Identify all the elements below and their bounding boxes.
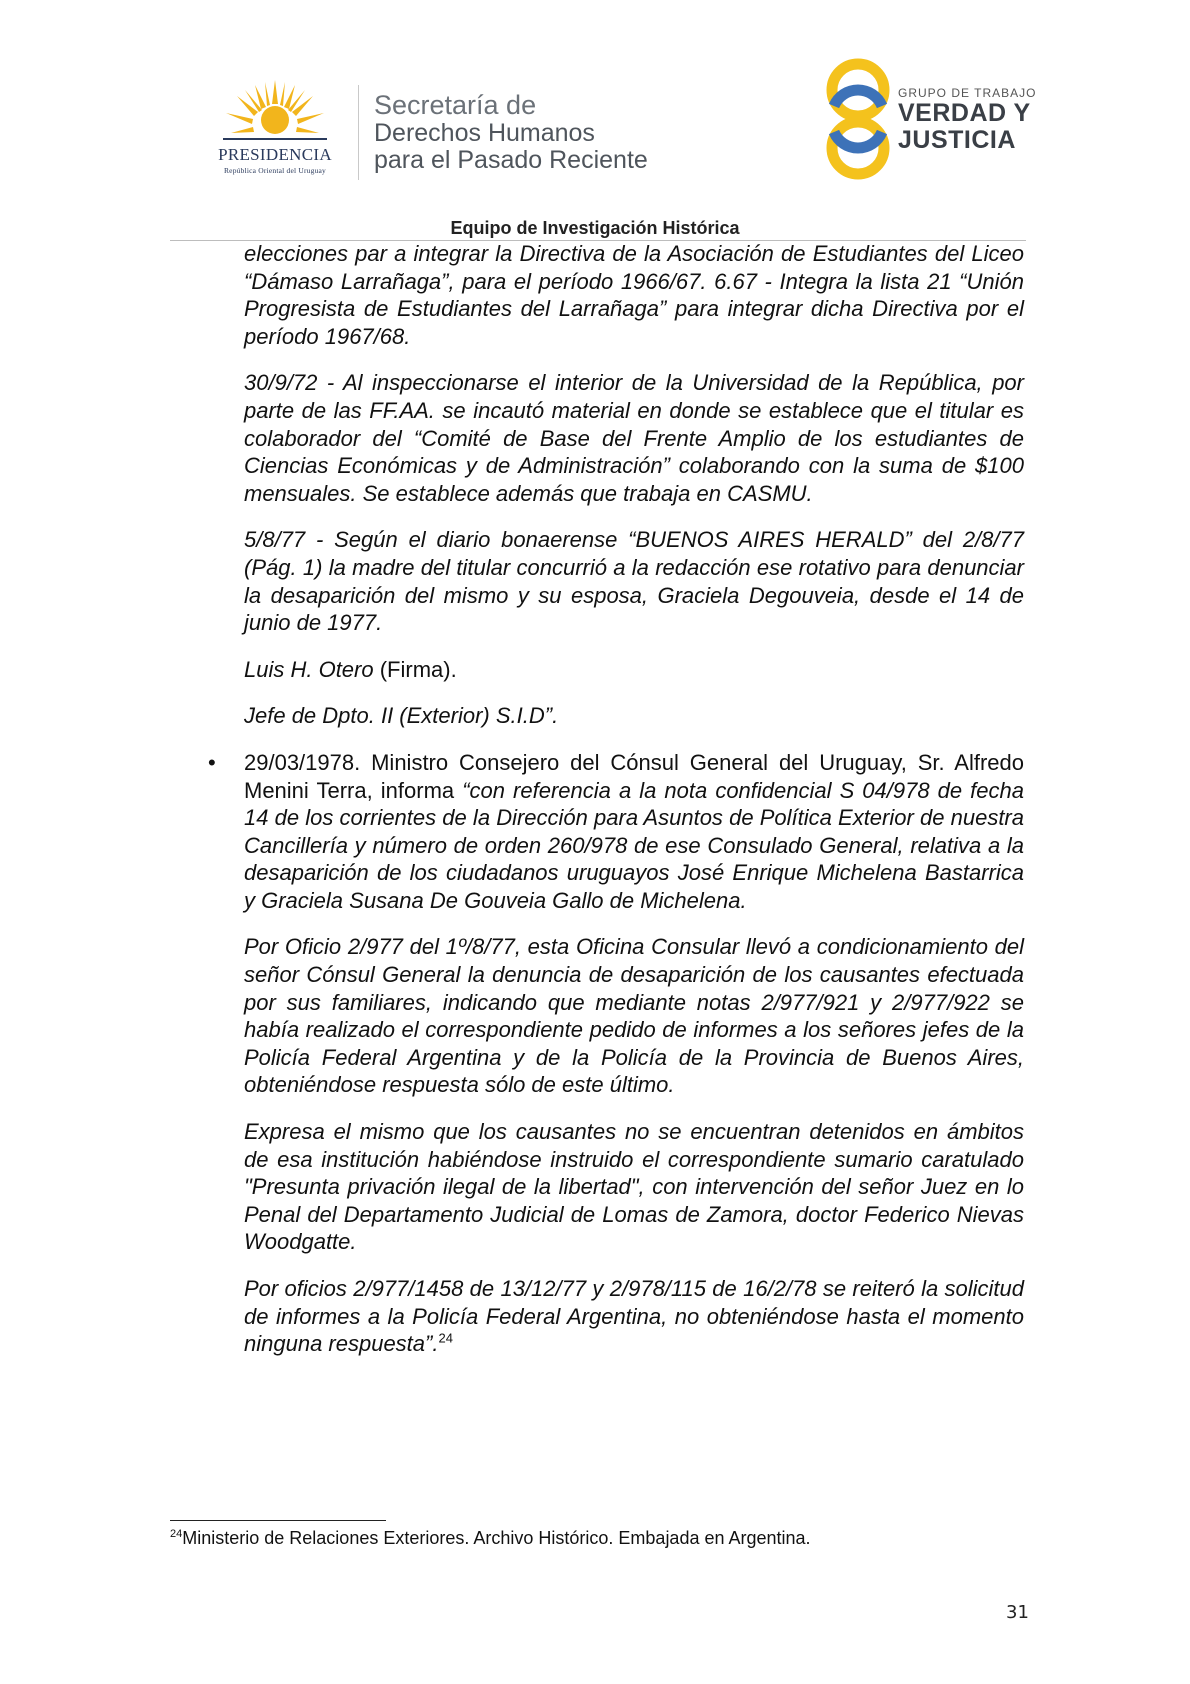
- paragraph-oficio: Por Oficio 2/977 del 1º/8/77, esta Oficina Consular llevó a condicionamiento del señor Cónsul General la denuncia de desaparición de los causantes efectuada por sus familiares, indicando que mediante notas 2/977/921 y 2/977/922 se había realizado el correspondiente pedido de informes a los señores jefes de la Policía Federal Argentina y de la Policía de la Provincia de Buenos Aires, obteniéndose respuesta sólo de este último.: [244, 934, 1024, 1098]
- footnote-number: 24: [170, 1528, 183, 1540]
- verdad-justicia-rings-icon: [820, 56, 896, 182]
- presidencia-logo: [195, 78, 355, 178]
- paragraph-expresa: Expresa el mismo que los causantes no se encuentran detenidos en ámbitos de esa institución habiéndose instruido el correspondiente sumario caratulado "Presunta privación ilegal de la libertad", con intervención del señor Juez en lo Penal del Departamento Judicial de Lomas de Zamora, doctor Federico Nievas Woodgatte.: [244, 1119, 1024, 1255]
- secretaria-line-3: para el Pasado Reciente: [374, 146, 648, 174]
- header-divider: [358, 85, 359, 180]
- oficios-text: Por oficios 2/977/1458 de 13/12/77 y 2/978/115 de 16/2/78 se reiteró la solicitud de informes a la Policía Federal Argentina, no obteniéndose hasta el momento ninguna respuesta”.: [244, 1276, 1024, 1357]
- footnote-rule: [170, 1520, 386, 1521]
- secretaria-logo-text: [374, 90, 648, 174]
- paragraph-oficios: [244, 1275, 1024, 1358]
- signature-tag: (Firma).: [373, 656, 457, 682]
- equipo-heading: Equipo de Investigación Histórica: [450, 218, 740, 238]
- sun-emblem-icon: [223, 78, 327, 146]
- item-quote: “con referencia a la nota confidencial S 04/978 de fecha 14 de los corrientes de la Dirección para Asuntos de Política Exterior de nuestra Cancillería y número de orden 260/978 de ese Consulado General, relativa a la desaparición de los ciudadanos uruguayos José Enrique Michelena Bastarrica y Graciela Susana De Gouveia Gallo de Michelena.: [244, 777, 1024, 913]
- document-body: [208, 240, 1024, 1377]
- paragraph-signature: [244, 656, 1024, 684]
- gtvj-line-1: GRUPO DE TRABAJO: [898, 86, 1037, 100]
- secretaria-line-1: Secretaría de: [374, 90, 537, 120]
- presidencia-title: PRESIDENCIA: [218, 145, 332, 164]
- footnote: [170, 1528, 811, 1549]
- paragraph-elecciones: elecciones par a integrar la Directiva de la Asociación de Estudiantes del Liceo “Dámaso Larrañaga”, para el período 1966/67. 6.67 - Integra la lista 21 “Unión Progresista de Estudiantes del Larrañaga” para integrar dicha Directiva por el período 1967/68.: [244, 241, 1024, 349]
- secretaria-line-2: Derechos Humanos: [374, 119, 595, 147]
- item-intro: 29/03/1978. Ministro Consejero del Cónsul General del Uruguay, Sr. Alfredo Menini Terra, informa: [244, 749, 1024, 803]
- verdad-justicia-logo-text: [898, 86, 1036, 154]
- gtvj-line-2: VERDAD Y: [898, 99, 1031, 127]
- list-item-29-03-1978: [208, 749, 1024, 915]
- bullet-icon: •: [208, 749, 216, 775]
- page-header: [0, 0, 1190, 238]
- paragraph-buenos-aires-herald: 5/8/77 - Según el diario bonaerense “BUENOS AIRES HERALD” del 2/8/77 (Pág. 1) la madre del titular concurrió a la redacción ese rotativo para denunciar la desaparición del mismo y su esposa, Graciela Degouveia, desde el 14 de junio de 1977.: [244, 527, 1024, 636]
- presidencia-subtitle: República Oriental del Uruguay: [223, 166, 326, 175]
- footnote-text: Ministerio de Relaciones Exteriores. Archivo Histórico. Embajada en Argentina.: [182, 1528, 811, 1548]
- footnote-reference: 24: [438, 1330, 453, 1346]
- signer-name: Luis H. Otero: [244, 656, 374, 682]
- gtvj-line-3: JUSTICIA: [898, 126, 1016, 154]
- paragraph-inspeccion: 30/9/72 - Al inspeccionarse el interior de la Universidad de la República, por parte de las FF.AA. se incautó material en donde se establece que el titular es colaborador del “Comité de Base del Frente Amplio de los estudiantes de Ciencias Económicas y de Administración” colaborando con la suma de $100 mensuales. Se establece además que trabaja en CASMU.: [244, 370, 1024, 506]
- page-number: 31: [1006, 1602, 1029, 1623]
- paragraph-jefe: Jefe de Dpto. II (Exterior) S.I.D”.: [244, 703, 559, 729]
